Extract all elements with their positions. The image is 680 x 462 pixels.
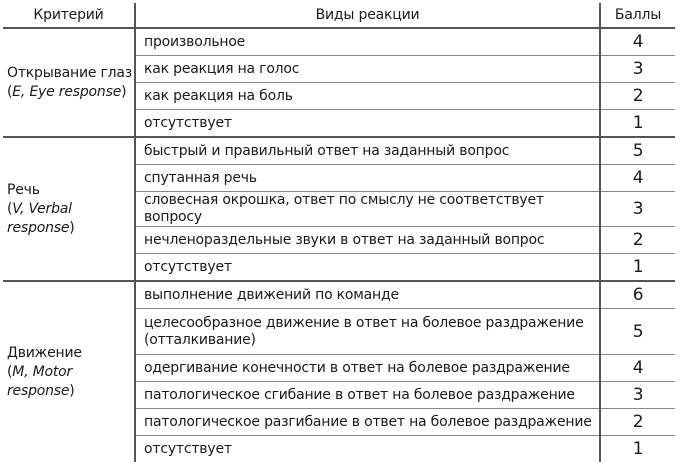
criterion-en: response) [7,382,134,401]
criterion-cell-motor [3,281,135,462]
reaction-cell: одергивание конечности в ответ на болевое раздражение [135,355,600,382]
glasgow-coma-table-container [3,3,675,462]
glasgow-coma-table [3,3,675,462]
score-cell: 5 [600,309,675,355]
criterion-cell-eye [3,28,135,137]
reaction-cell: патологическое разгибание в ответ на болевое раздражение [135,409,600,436]
header-row [3,3,675,28]
score-cell: 2 [600,83,675,110]
score-cell: 2 [600,409,675,436]
reaction-cell: произвольное [135,28,600,56]
reaction-cell: как реакция на голос [135,56,600,83]
score-cell: 3 [600,192,675,227]
reaction-cell: нечленораздельные звуки в ответ на заданный вопрос [135,227,600,254]
table-row [3,137,675,165]
reaction-line: целесообразное движение в ответ на болевое раздражение [144,315,599,332]
criterion-en: (E, Eye response) [7,83,134,102]
score-cell: 2 [600,227,675,254]
reaction-cell: спутанная речь [135,165,600,192]
score-cell: 6 [600,281,675,309]
criterion-cell-verbal [3,137,135,281]
reaction-cell: выполнение движений по команде [135,281,600,309]
score-cell: 1 [600,110,675,138]
reaction-cell: быстрый и правильный ответ на заданный вопрос [135,137,600,165]
reaction-cell: отсутствует [135,110,600,138]
score-cell: 1 [600,254,675,282]
score-cell: 5 [600,137,675,165]
header-reaction: Виды реакции [135,3,600,28]
score-cell: 3 [600,56,675,83]
criterion-name: Открывание глаз [7,64,134,83]
criterion-name: Речь [7,181,134,200]
table-row [3,281,675,309]
table-row [3,28,675,56]
score-cell: 3 [600,382,675,409]
criterion-name: Движение [7,344,134,363]
header-criterion: Критерий [3,3,135,28]
score-cell: 1 [600,436,675,462]
criterion-en: (M, Motor [7,363,134,382]
reaction-cell: отсутствует [135,436,600,462]
reaction-cell: как реакция на боль [135,83,600,110]
score-cell: 4 [600,355,675,382]
reaction-cell: патологическое сгибание в ответ на болевое раздражение [135,382,600,409]
reaction-line: (отталкивание) [144,332,599,349]
reaction-cell: отсутствует [135,254,600,282]
reaction-cell [135,309,600,355]
reaction-cell: словесная окрошка, ответ по смыслу не соответствует вопросу [135,192,600,227]
header-score: Баллы [600,3,675,28]
score-cell: 4 [600,28,675,56]
score-cell: 4 [600,165,675,192]
criterion-en: response) [7,219,134,238]
criterion-en: (V, Verbal [7,200,134,219]
